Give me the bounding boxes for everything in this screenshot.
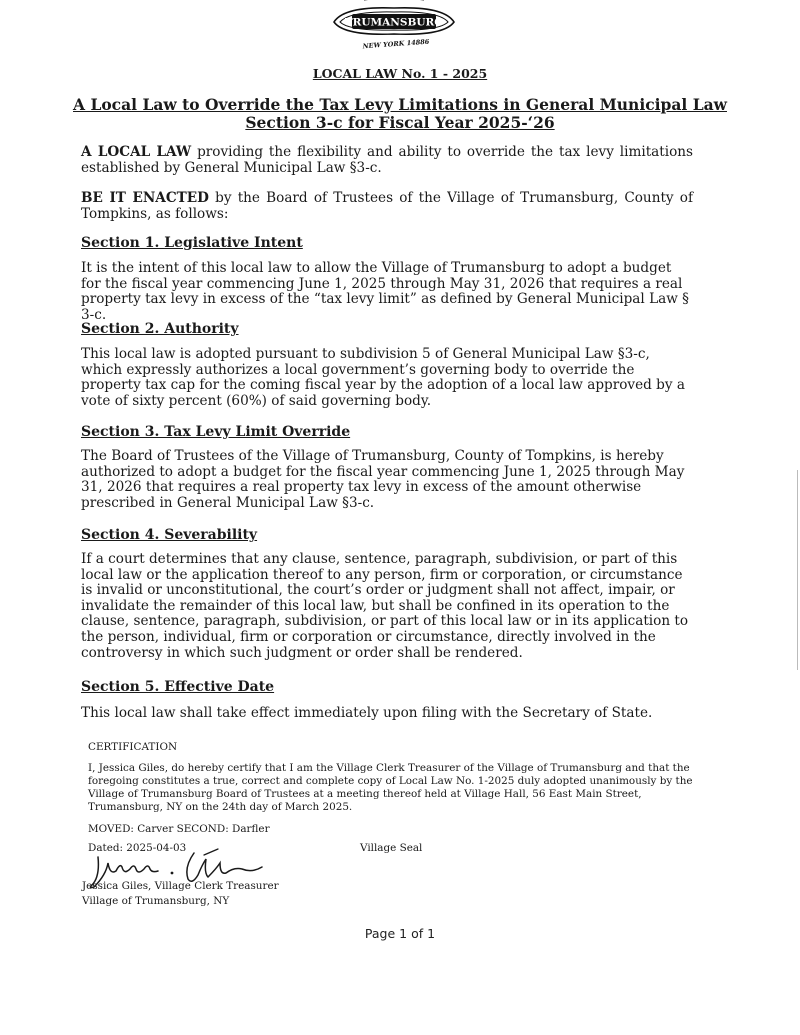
section-3-heading: Section 3. Tax Levy Limit Override	[81, 424, 351, 440]
section-2-heading: Section 2. Authority	[81, 321, 239, 337]
section-2-body: This local law is adopted pursuant to subdivision 5 of General Municipal Law §3-c, which expressly authorizes a local government’s governing body to override the property tax cap for the coming fiscal year by the adoption of a local law approved by a vote of sixty percent (60%) of said governing body.	[81, 346, 685, 409]
certification-moved: MOVED: Carver SECOND: Darfler	[88, 823, 270, 835]
intro-text-1: providing the flexibility and ability to override the tax levy limitations established by General Municipal Law §3-c.	[81, 144, 693, 176]
intro-lead-2: BE IT ENACTED	[81, 190, 209, 206]
seal-subtext: NEW YORK 14886	[362, 37, 430, 50]
village-seal-label: Village Seal	[360, 842, 423, 854]
section-1-heading: Section 1. Legislative Intent	[81, 235, 303, 251]
scan-edge-line	[797, 470, 798, 670]
section-4-body: If a court determines that any clause, sentence, paragraph, subdivision, or part of this local law or the application thereof to any person, firm or corporation, or circumstance is invalid or unconstitutional, the court’s order or judgment shall not affect, impair, or invalidate the remainder of this local law, but shall be confined in its operation to the clause, sentence, paragraph, subdivision, or part of this local law or in its application to the person, individual, firm or corporation or circumstance, directly involved in the controversy in which such judgment or order shall be rendered.	[81, 551, 689, 661]
certification-body: I, Jessica Giles, do hereby certify that I am the Village Clerk Treasurer of the Village of Trumansburg and that the foregoing constitutes a true, correct and complete copy of Local Law No. 1-2025 duly adopted unanimously by the Village of Trumansburg Board of Trustees at a meeting thereof held at Village Hall, 56 East Main Street, Trumansburg, NY on the 24th day of March 2025.	[88, 762, 693, 813]
law-title	[60, 96, 740, 132]
page-number: Page 1 of 1	[364, 926, 436, 941]
law-title-line1: A Local Law to Override the Tax Levy Limitations in General Municipal Law	[73, 95, 727, 114]
section-4-heading: Section 4. Severability	[81, 527, 258, 543]
signer-org: Village of Trumansburg, NY	[82, 895, 230, 907]
intro-lead-1: A LOCAL LAW	[81, 144, 192, 160]
signer-name: Jessica Giles, Village Clerk Treasurer	[82, 880, 279, 892]
law-number: LOCAL LAW No. 1 - 2025	[312, 66, 488, 81]
section-5-heading: Section 5. Effective Date	[81, 679, 275, 695]
section-1-body: It is the intent of this local law to allow the Village of Trumansburg to adopt a budget for the fiscal year commencing June 1, 2025 through May 31, 2026 that requires a real property tax levy in excess of the “tax levy limit” as defined by General Municipal Law § 3-c.	[81, 260, 689, 323]
section-5-body: This local law shall take effect immediately upon filing with the Secretary of State.	[81, 705, 653, 721]
seal-name: TRUMANSBURG	[344, 16, 444, 29]
intro-text-2: by the Board of Trustees of the Village of Trumansburg, County of Tompkins, as follows:	[81, 190, 693, 222]
section-3-body: The Board of Trustees of the Village of Trumansburg, County of Tompkins, is hereby authorized to adopt a budget for the fiscal year commencing June 1, 2025 through May 31, 2026 that requires a real property tax levy in excess of the amount otherwise prescribed in General Municipal Law §3-c.	[81, 448, 685, 511]
certification-heading: CERTIFICATION	[88, 741, 178, 753]
intro-paragraph-1	[81, 145, 693, 176]
law-title-line2: Section 3-c for Fiscal Year 2025-‘26	[245, 113, 555, 132]
certification-dated: Dated: 2025-04-03	[88, 842, 187, 854]
intro-paragraph-2	[81, 191, 693, 222]
village-seal-logo	[324, 0, 464, 50]
